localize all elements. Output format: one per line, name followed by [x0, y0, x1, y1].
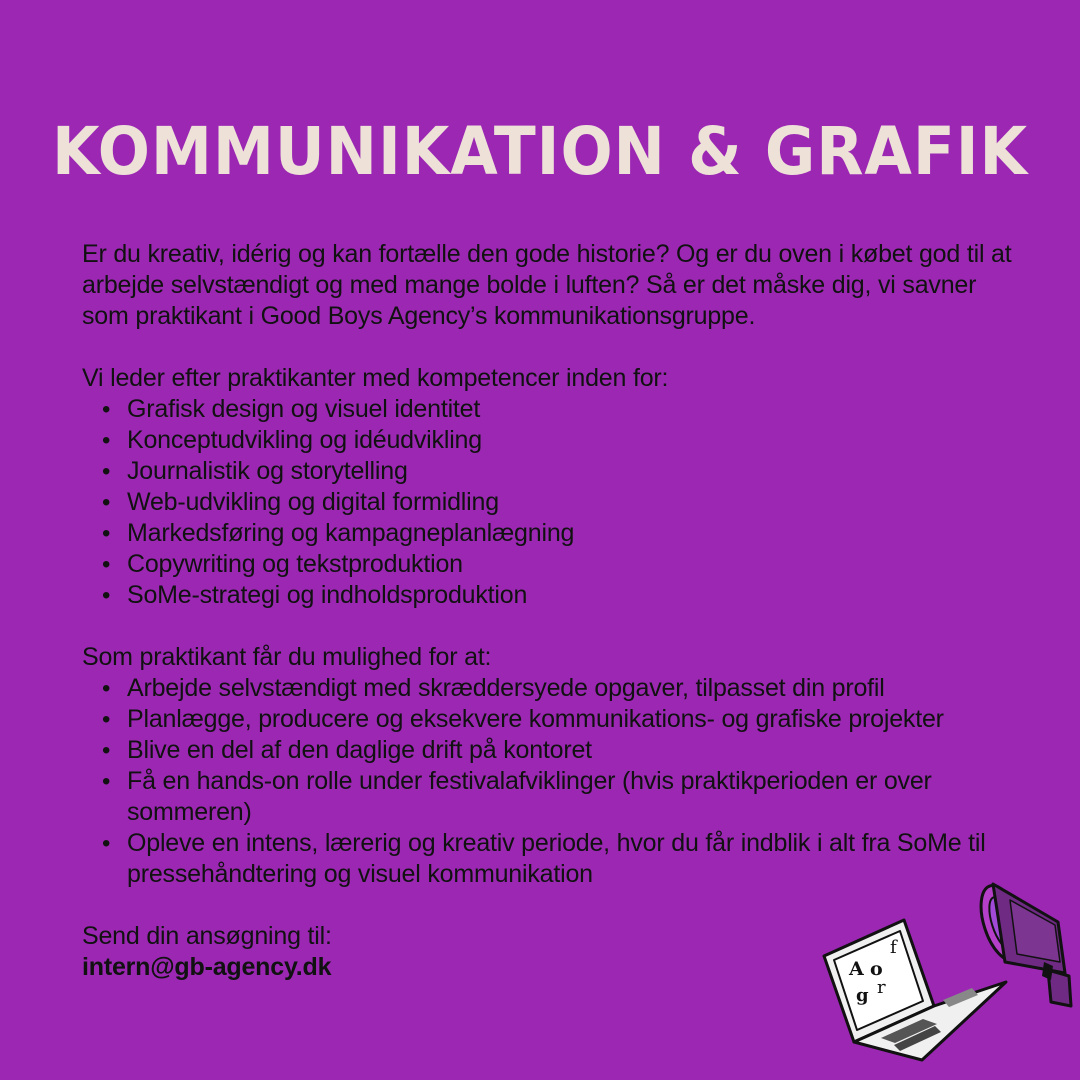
competency-item: • Journalistik og storytelling	[82, 456, 1012, 487]
screen-letter-a: A	[849, 958, 864, 980]
competency-item: • Web-udvikling og digital formidling	[82, 487, 1012, 518]
competency-item: • Grafisk design og visuel identitet	[82, 394, 1012, 425]
contact-label: Send din ansøgning til:	[82, 922, 332, 950]
job-description	[82, 239, 1012, 983]
section-spacer	[82, 332, 1012, 363]
competency-item: • Copywriting og tekstproduktion	[82, 549, 1012, 580]
opportunity-item: • Få en hands-on rolle under festivalafviklinger (hvis praktikperioden er over sommeren)	[82, 766, 1012, 828]
laptop-megaphone-illustration	[812, 880, 1080, 1080]
opportunity-item: • Blive en del af den daglige drift på kontoret	[82, 735, 1012, 766]
competencies-list	[82, 394, 1012, 611]
screen-letter-f: f	[890, 937, 897, 958]
section-spacer	[82, 611, 1012, 642]
opportunity-item: • Planlægge, producere og eksekvere kommunikations- og grafiske projekter	[82, 704, 1012, 735]
screen-letter-r: r	[877, 977, 886, 998]
opportunity-item: • Arbejde selvstændigt med skræddersyede opgaver, tilpasset din profil	[82, 673, 1012, 704]
opportunities-heading: Som praktikant får du mulighed for at:	[82, 643, 492, 671]
email-link[interactable]: intern@gb-agency.dk	[82, 953, 332, 981]
screen-letter-g: g	[856, 985, 869, 1006]
competency-item: • Markedsføring og kampagneplanlægning	[82, 518, 1012, 549]
page-title: KOMMUNIKATION & GRAFIK	[52, 113, 1028, 190]
competency-item: • SoMe-strategi og indholdsproduktion	[82, 580, 1012, 611]
opportunity-item: • Opleve en intens, lærerig og kreativ periode, hvor du får indblik i alt fra SoMe til pressehåndtering og visuel kommunikation	[82, 828, 1012, 890]
intro-text: Er du kreativ, idérig og kan fortælle den gode historie? Og er du oven i købet god til at arbejde selvstændigt og med mange bolde i luften? Så er det måske dig, vi savner som praktikant i Good Boys Agency’s kommunikationsgruppe.	[82, 240, 1012, 330]
laptop-icon	[824, 920, 1006, 1060]
screen-letter-o: o	[870, 958, 883, 980]
competency-item: • Konceptudvikling og idéudvikling	[82, 425, 1012, 456]
opportunities-list	[82, 673, 1012, 890]
competencies-heading: Vi leder efter praktikanter med kompetencer inden for:	[82, 364, 669, 392]
